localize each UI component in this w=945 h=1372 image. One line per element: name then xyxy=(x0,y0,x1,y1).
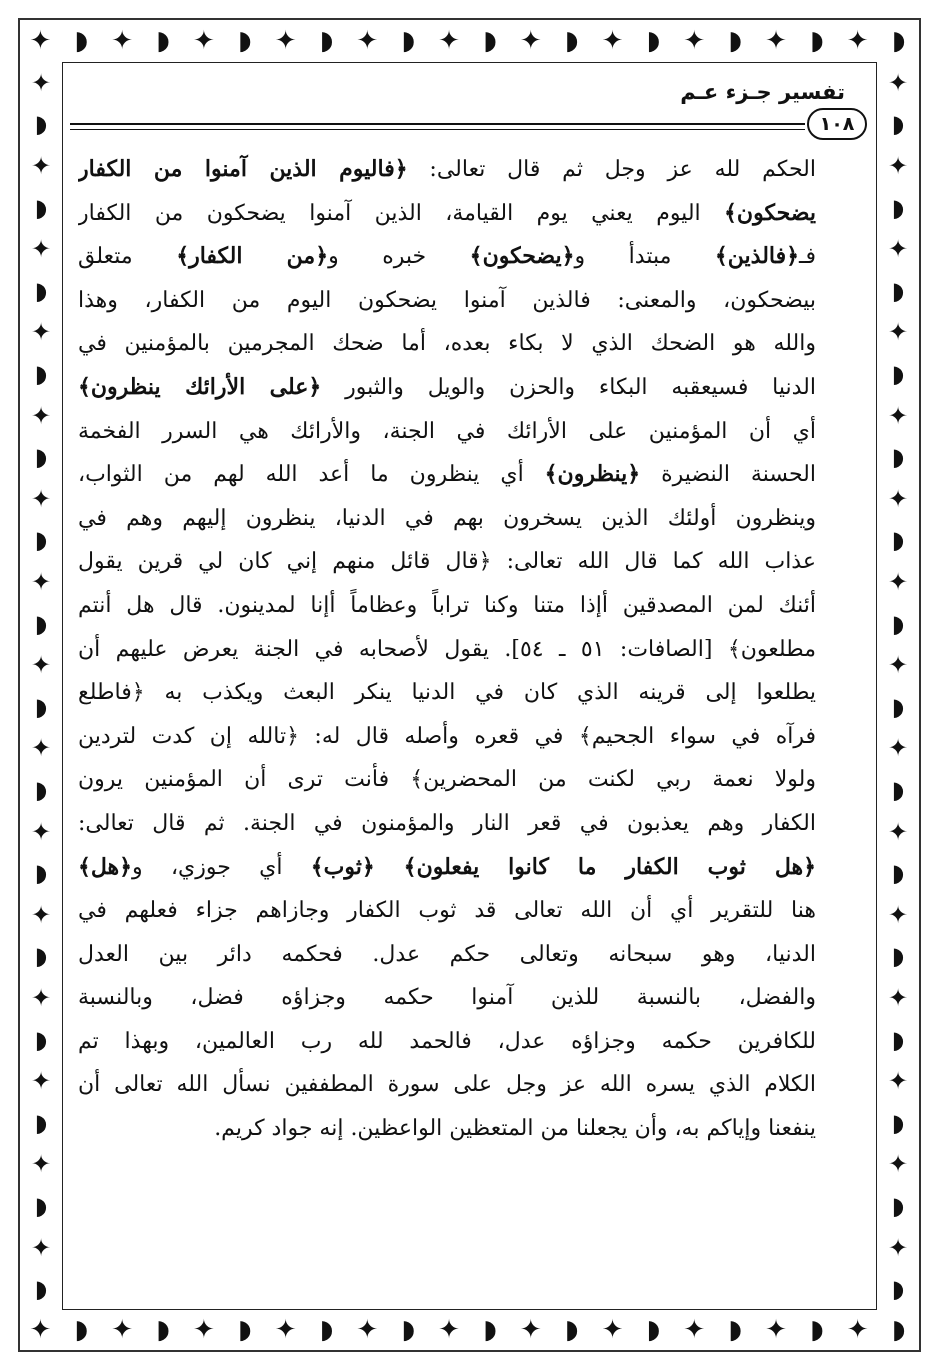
header-rule xyxy=(70,123,805,125)
text-segment: الدنيا فسيعقبه البكاء والحزن والويل والثبور xyxy=(321,374,816,400)
text-line xyxy=(78,192,816,236)
text-line xyxy=(78,846,816,890)
moon-star-ornament-icon: ◗ xyxy=(34,1192,48,1220)
moon-star-ornament-icon: ◗ xyxy=(891,443,905,472)
moon-star-ornament-icon: ✦ xyxy=(438,26,460,56)
moon-star-ornament-icon: ✦ xyxy=(887,984,909,1012)
moon-star-ornament-icon: ◗ xyxy=(34,692,48,721)
moon-star-ornament-icon: ◗ xyxy=(891,776,905,804)
moon-star-ornament-icon: ✦ xyxy=(30,900,52,929)
moon-star-ornament-icon: ✦ xyxy=(683,1315,706,1345)
text-segment: ينفعنا وإياكم به، وأن يجعلنا من المتعظين الواعظين. إنه جواد كريم. xyxy=(214,1116,816,1142)
header-rule-thin xyxy=(70,129,805,130)
text-segment: متعلق xyxy=(78,244,177,270)
moon-star-ornament-icon: ✦ xyxy=(30,734,52,763)
moon-star-ornament-icon: ◗ xyxy=(564,1315,579,1345)
quran-quote: ﴿فالذين﴾ xyxy=(714,243,800,270)
moon-star-ornament-icon: ◗ xyxy=(34,1108,48,1137)
moon-star-ornament-icon: ✦ xyxy=(887,235,909,264)
moon-star-ornament-icon: ✦ xyxy=(30,318,52,347)
moon-star-ornament-icon: ✦ xyxy=(887,651,909,680)
quran-quote: ﴿من الكفار﴾ xyxy=(176,243,329,270)
moon-star-ornament-icon: ◗ xyxy=(891,609,905,638)
moon-star-ornament-icon: ✦ xyxy=(111,1315,134,1345)
moon-star-ornament-icon: ✦ xyxy=(765,26,787,56)
moon-star-ornament-icon: ✦ xyxy=(111,26,134,56)
moon-star-ornament-icon: ◗ xyxy=(809,1315,824,1345)
text-segment: أي جوزي، و xyxy=(132,854,311,880)
text-segment: خبره و xyxy=(328,244,470,270)
moon-star-ornament-icon: ◗ xyxy=(34,443,48,472)
moon-star-ornament-icon: ✦ xyxy=(601,1315,624,1345)
page-number: ١٠٨ xyxy=(807,108,867,140)
text-segment: ولولا نعمة ربي لكنت من المحضرين﴾ فأنت ترى أن المؤمنين يرون xyxy=(78,767,816,793)
text-segment: الدنيا، وهو سبحانه وتعالى حكم عدل. فحكمه دائر بين العدل xyxy=(78,941,816,967)
moon-star-ornament-icon: ◗ xyxy=(319,26,334,56)
moon-star-ornament-icon: ◗ xyxy=(74,26,89,56)
text-line xyxy=(78,366,816,410)
moon-star-ornament-icon: ✦ xyxy=(887,484,909,513)
moon-star-ornament-icon: ◗ xyxy=(891,942,905,971)
text-line xyxy=(78,235,816,279)
moon-star-ornament-icon: ◗ xyxy=(34,609,48,638)
moon-star-ornament-icon: ◗ xyxy=(34,859,48,888)
moon-star-ornament-icon: ✦ xyxy=(192,26,215,56)
moon-star-ornament-icon: ◗ xyxy=(483,26,497,56)
moon-star-ornament-icon: ✦ xyxy=(601,26,624,56)
moon-star-ornament-icon: ✦ xyxy=(519,1315,542,1345)
text-segment: فـ xyxy=(799,244,816,270)
moon-star-ornament-icon: ✦ xyxy=(887,1233,909,1262)
text-segment: الحسنة النضيرة xyxy=(640,462,816,488)
moon-star-ornament-icon: ◗ xyxy=(34,110,48,139)
moon-star-ornament-icon: ✦ xyxy=(192,1315,215,1345)
text-segment: اليوم يعني يوم القيامة، الذين آمنوا يضحكون من الكفار xyxy=(78,200,725,226)
text-line xyxy=(78,933,816,977)
moon-star-ornament-icon: ◗ xyxy=(156,1315,170,1345)
moon-star-ornament-icon: ◗ xyxy=(891,193,905,222)
body-text xyxy=(78,148,816,1151)
text-segment: وينظرون أولئك الذين يسخرون بهم في الدنيا، ينظرون إليهم وهم في xyxy=(78,505,816,531)
text-line xyxy=(78,628,816,672)
moon-star-ornament-icon: ◗ xyxy=(891,859,905,888)
text-line xyxy=(78,1020,816,1064)
moon-star-ornament-icon: ◗ xyxy=(891,1275,905,1304)
moon-star-ornament-icon: ✦ xyxy=(438,1315,460,1345)
moon-star-ornament-icon: ◗ xyxy=(891,26,906,56)
moon-star-ornament-icon: ◗ xyxy=(809,26,824,56)
moon-star-ornament-icon: ✦ xyxy=(356,26,379,56)
quran-quote: يضحكون﴾ xyxy=(724,199,816,226)
moon-star-ornament-icon: ◗ xyxy=(483,1315,497,1345)
moon-star-ornament-icon: ✦ xyxy=(30,401,52,430)
text-segment: هنا للتقرير أي أن الله تعالى قد ثوب الكفار وجازاهم جزاء فعلهم في xyxy=(78,898,816,924)
moon-star-ornament-icon: ✦ xyxy=(887,900,909,929)
text-segment: الكفار وهم يعذبون في قعر النار والمؤمنون في الجنة. ثم قال تعالى: xyxy=(78,810,816,836)
moon-star-ornament-icon: ✦ xyxy=(765,1315,787,1345)
text-line xyxy=(78,976,816,1020)
moon-star-ornament-icon: ◗ xyxy=(34,526,48,555)
moon-star-ornament-icon: ✦ xyxy=(519,26,542,56)
text-segment: عذاب الله كما قال الله تعالى: ﴿قال قائل منهم إني كان لي قرين يقول xyxy=(78,549,816,575)
moon-star-ornament-icon: ◗ xyxy=(237,1315,252,1345)
moon-star-ornament-icon: ✦ xyxy=(887,152,909,180)
moon-star-ornament-icon: ✦ xyxy=(846,26,869,56)
moon-star-ornament-icon: ◗ xyxy=(34,1025,48,1054)
moon-star-ornament-icon: ✦ xyxy=(274,26,297,56)
moon-star-ornament-icon: ✦ xyxy=(30,484,52,513)
quran-quote: ﴿فاليوم الذين آمنوا من الكفار xyxy=(78,156,408,182)
moon-star-ornament-icon: ◗ xyxy=(74,1315,89,1345)
text-line xyxy=(78,453,816,497)
moon-star-ornament-icon: ✦ xyxy=(30,817,52,846)
moon-star-ornament-icon: ◗ xyxy=(156,26,170,56)
moon-star-ornament-icon: ◗ xyxy=(564,26,579,56)
moon-star-ornament-icon: ◗ xyxy=(34,360,48,388)
moon-star-ornament-icon: ◗ xyxy=(34,1275,48,1304)
moon-star-ornament-icon: ✦ xyxy=(30,984,52,1012)
text-line xyxy=(78,410,816,454)
text-line xyxy=(78,584,816,628)
text-segment: أئنك لمن المصدقين أإذا متنا وكنا تراباً وعظاماً أإنا لمدينون. قال هل أنتم xyxy=(78,592,816,618)
moon-star-ornament-icon: ✦ xyxy=(887,1150,909,1179)
moon-star-ornament-icon: ✦ xyxy=(30,1150,52,1179)
moon-star-ornament-icon: ◗ xyxy=(646,1315,661,1345)
text-line xyxy=(78,322,816,366)
text-segment: أي ينظرون ما أعد الله لهم من الثواب، xyxy=(78,462,545,488)
text-line xyxy=(78,715,816,759)
text-segment: الحكم لله عز وجل ثم قال تعالى: xyxy=(407,157,816,182)
moon-star-ornament-icon: ✦ xyxy=(274,1315,297,1345)
moon-star-ornament-icon: ◗ xyxy=(891,1192,905,1220)
moon-star-ornament-icon: ◗ xyxy=(891,360,905,388)
moon-star-ornament-icon: ✦ xyxy=(887,817,909,846)
moon-star-ornament-icon: ◗ xyxy=(891,526,905,555)
text-segment: بيضحكون، والمعنى: فالذين آمنوا يضحكون اليوم من الكفار، وهذا xyxy=(78,287,816,313)
moon-star-ornament-icon: ◗ xyxy=(646,26,661,56)
moon-star-ornament-icon: ✦ xyxy=(887,1067,909,1096)
left-ornament-band xyxy=(20,62,62,1310)
moon-star-ornament-icon: ◗ xyxy=(401,26,416,56)
text-segment: للكافرين حكمه وجزاؤه عدل، فالحمد لله رب العالمين، وبهذا تم xyxy=(78,1028,816,1054)
moon-star-ornament-icon: ◗ xyxy=(34,942,48,971)
text-line xyxy=(78,802,816,846)
text-segment: الكلام الذي يسره الله عز وجل على سورة المطففين نسأل الله تعالى أن xyxy=(78,1072,816,1098)
quran-quote: ﴿ينظرون﴾ xyxy=(544,461,641,488)
moon-star-ornament-icon: ◗ xyxy=(891,1315,906,1345)
moon-star-ornament-icon: ✦ xyxy=(30,68,52,97)
moon-star-ornament-icon: ◗ xyxy=(728,26,742,56)
moon-star-ornament-icon: ◗ xyxy=(891,692,905,721)
moon-star-ornament-icon: ✦ xyxy=(30,1233,52,1262)
moon-star-ornament-icon: ◗ xyxy=(401,1315,416,1345)
moon-star-ornament-icon: ◗ xyxy=(891,1108,905,1137)
moon-star-ornament-icon: ✦ xyxy=(30,651,52,680)
moon-star-ornament-icon: ✦ xyxy=(887,68,909,97)
text-line xyxy=(78,671,816,715)
moon-star-ornament-icon: ◗ xyxy=(891,110,905,139)
text-line xyxy=(78,1063,816,1107)
moon-star-ornament-icon: ✦ xyxy=(887,318,909,347)
running-header-title: تفسير جـزء عـم xyxy=(680,80,845,104)
moon-star-ornament-icon: ◗ xyxy=(237,26,252,56)
quran-quote: ﴿يضحكون﴾ xyxy=(469,243,575,270)
text-line xyxy=(78,279,816,323)
moon-star-ornament-icon: ◗ xyxy=(319,1315,334,1345)
moon-star-ornament-icon: ✦ xyxy=(30,235,52,264)
quran-quote: ﴿هل﴾ xyxy=(78,853,133,880)
text-segment: مطلعون﴾ [الصافات: ٥١ ـ ٥٤]. يقول لأصحابه في الجنة يعرض عليهم أن xyxy=(78,636,816,662)
text-line xyxy=(78,497,816,541)
moon-star-ornament-icon: ✦ xyxy=(30,568,52,596)
text-segment: يطلعوا إلى قرينه الذي كان في الدنيا ينكر البعث ويكذب به ﴿فاطلع xyxy=(78,680,816,706)
moon-star-ornament-icon: ✦ xyxy=(29,1315,52,1345)
moon-star-ornament-icon: ✦ xyxy=(356,1315,379,1345)
moon-star-ornament-icon: ✦ xyxy=(30,1067,52,1096)
text-line xyxy=(78,148,816,192)
text-segment: أي أن المؤمنين على الأرائك في الجنة، والأرائك هي السرر الفخمة xyxy=(78,418,816,444)
moon-star-ornament-icon: ◗ xyxy=(728,1315,742,1345)
text-line xyxy=(78,758,816,802)
moon-star-ornament-icon: ✦ xyxy=(887,734,909,763)
top-ornament-band xyxy=(20,20,919,62)
right-ornament-band xyxy=(877,62,919,1310)
text-line xyxy=(78,540,816,584)
text-segment: مبتدأ و xyxy=(574,244,715,270)
moon-star-ornament-icon: ✦ xyxy=(30,152,52,180)
quran-quote: ﴿على الأرائك ينظرون﴾ xyxy=(78,373,322,400)
text-segment: والله هو الضحك الذي لا بكاء بعده، أما ضحك المجرمين بالمؤمنين في xyxy=(78,331,816,357)
text-line xyxy=(78,1107,816,1151)
moon-star-ornament-icon: ◗ xyxy=(34,276,48,305)
moon-star-ornament-icon: ✦ xyxy=(887,401,909,430)
text-segment: والفضل، بالنسبة للذين آمنوا حكمه وجزاؤه فضل، وبالنسبة xyxy=(78,985,816,1011)
moon-star-ornament-icon: ✦ xyxy=(683,26,706,56)
moon-star-ornament-icon: ◗ xyxy=(891,1025,905,1054)
moon-star-ornament-icon: ✦ xyxy=(29,26,52,56)
quran-quote: ﴿هل ثوب الكفار ما كانوا يفعلون﴾ ﴿ثوب﴾ xyxy=(310,853,816,880)
moon-star-ornament-icon: ◗ xyxy=(891,276,905,305)
text-line xyxy=(78,889,816,933)
moon-star-ornament-icon: ✦ xyxy=(887,568,909,596)
moon-star-ornament-icon: ◗ xyxy=(34,193,48,222)
moon-star-ornament-icon: ✦ xyxy=(846,1315,869,1345)
moon-star-ornament-icon: ◗ xyxy=(34,776,48,804)
bottom-ornament-band xyxy=(20,1310,919,1350)
text-segment: فرآه في سواء الجحيم﴾ في قعره وأصله قال له: ﴿تالله إن كدت لتردين xyxy=(78,723,816,749)
